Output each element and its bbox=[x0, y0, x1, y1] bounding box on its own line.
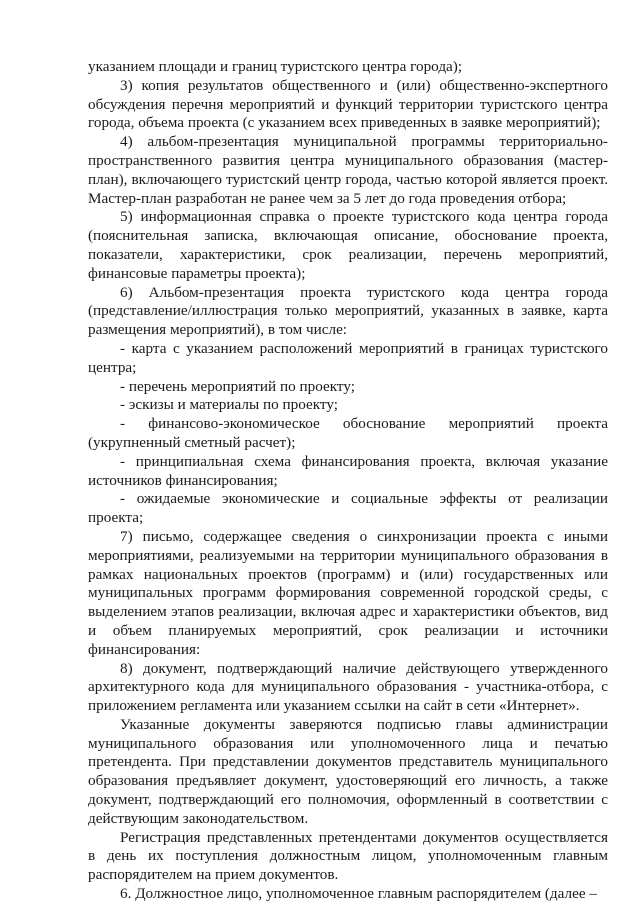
list-item-expected-effects: - ожидаемые экономические и социальные эффекты от реализации проекта; bbox=[88, 490, 608, 527]
paragraph-item-3: 3) копия результатов общественного и (или) общественно-экспертного обсуждения перечня мероприятий и функций территории туристского центра города, объема проекта (с указанием всех приведенных в заявке мероприятий); bbox=[88, 76, 608, 132]
paragraph-item-4: 4) альбом-презентация муниципальной программы территориально-пространственного развития центра муниципального образования (мастер-план), включающего туристский центр города, частью которой является проект. Мастер-план разработан не ранее чем за 5 лет до года проведения отбора; bbox=[88, 133, 608, 207]
list-item-financial-justification: - финансово-экономическое обоснование мероприятий проекта (укрупненный сметный расчет); bbox=[88, 415, 608, 451]
paragraph-registration: Регистрация представленных претендентами документов осуществляется в день их поступления должностным лицом, уполномоченным главным распорядителем на прием документов. bbox=[88, 828, 608, 884]
list-item-map: - карта с указанием расположений мероприятий в границах туристского центра; bbox=[88, 339, 608, 376]
list-item-financing-scheme: - принципиальная схема финансирования проекта, включая указание источников финансирования; bbox=[88, 452, 608, 489]
paragraph-item-6: 6) Альбом-презентация проекта туристского кода центра города (представление/иллюстрация только мероприятий, указанных в заявке, карта размещения мероприятий), в том числе: bbox=[88, 283, 608, 339]
paragraph-item-8: 8) документ, подтверждающий наличие действующего утвержденного архитектурного кода для муниципального образования - участника-отбора, с приложением регламента или указанием ссылки на сайт в сети «Интернет». bbox=[88, 659, 608, 715]
list-item-sketches: - эскизы и материалы по проекту; bbox=[120, 396, 338, 414]
list-item-measures: - перечень мероприятий по проекту; bbox=[120, 377, 355, 395]
paragraph-item-5: 5) информационная справка о проекте туристского кода центра города (пояснительная записка, включающая описание, обоснование проекта, показатели, характеристики, срок реализации, перечень мероприятий, финансовые параметры проекта); bbox=[88, 208, 608, 282]
paragraph-item-7: 7) письмо, содержащее сведения о синхронизации проекта с иными мероприятиями, реализуемыми на территории муниципального образования в рамках национальных проектов (программ) и (или) государственных или муниципальных программ формирования современной городской среды, с выделением этапов реализации, включая адрес и характеристики объектов, вид и объем планируемых мероприятий, срок реализации и источники финансирования: bbox=[88, 527, 608, 658]
paragraph-certification: Указанные документы заверяются подписью главы администрации муниципального образования или уполномоченного лица и печатью претендента. При представлении документов представитель муниципального образования предъявляет документ, удостоверяющий его личность, а также документ, подтверждающий его полномочия, оформленный в соответствии с действующим законодательством. bbox=[88, 715, 608, 827]
paragraph-section-6: 6. Должностное лицо, уполномоченное главным распорядителем (далее – bbox=[120, 885, 597, 903]
document-body bbox=[88, 58, 608, 904]
paragraph-item-2-end: указанием площади и границ туристского центра города); bbox=[88, 58, 463, 75]
